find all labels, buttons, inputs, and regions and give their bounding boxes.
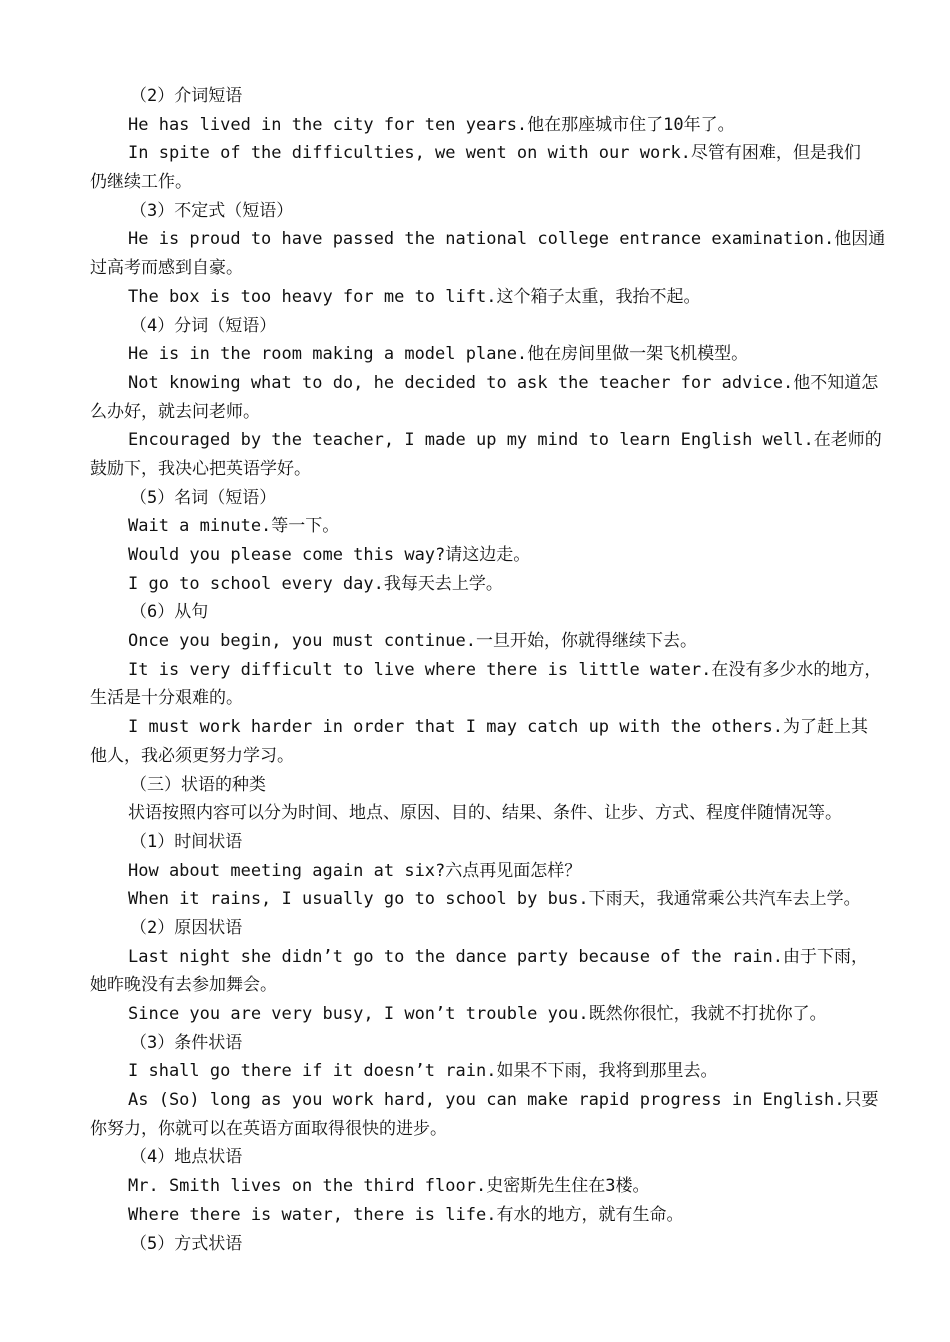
text-line: He is proud to have passed the national college entrance examination.他因通 xyxy=(128,229,886,250)
text-line: He is in the room making a model plane.他在房间里做一架飞机模型。 xyxy=(128,344,749,365)
text-line: I shall go there if it doesn’t rain.如果不下雨，我将到那里去。 xyxy=(128,1061,718,1082)
section-heading: （三）状语的种类 xyxy=(130,774,266,795)
text-line: 么办好，就去问老师。 xyxy=(90,401,260,422)
section-heading: （2）介词短语 xyxy=(130,86,243,106)
text-line: Since you are very busy, I won’t trouble you.既然你很忙，我就不打扰你了。 xyxy=(128,1004,827,1024)
text-line: As (So) long as you work hard, you can make rapid progress in English.只要 xyxy=(128,1090,879,1111)
text-line: Not knowing what to do, he decided to ask the teacher for advice.他不知道怎 xyxy=(128,372,879,393)
text-line: 他人，我必须更努力学习。 xyxy=(90,745,294,766)
text-line: Where there is water, there is life.有水的地方，就有生命。 xyxy=(128,1204,684,1225)
text-line: 你努力，你就可以在英语方面取得很快的进步。 xyxy=(90,1118,447,1139)
text-line: Would you please come this way?请这边走。 xyxy=(128,545,531,565)
section-heading: （2）原因状语 xyxy=(130,917,243,938)
text-line: Once you begin, you must continue.一旦开始，你就得继续下去。 xyxy=(128,631,697,652)
text-line: 生活是十分艰难的。 xyxy=(90,688,243,709)
section-heading: （4）地点状语 xyxy=(130,1147,243,1168)
text-line: In spite of the difficulties, we went on with our work.尽管有困难，但是我们 xyxy=(128,143,861,164)
text-line: When it rains, I usually go to school by bus.下雨天，我通常乘公共汽车去上学。 xyxy=(128,889,861,910)
text-line: 过高考而感到自豪。 xyxy=(90,258,243,279)
section-heading: （3）条件状语 xyxy=(130,1032,243,1053)
text-line: Wait a minute.等一下。 xyxy=(128,516,340,537)
text-line: Mr. Smith lives on the third floor.史密斯先生住在3楼。 xyxy=(128,1176,650,1197)
text-line: It is very difficult to live where there is little water.在没有多少水的地方， xyxy=(128,659,882,680)
section-heading: （5）名词（短语） xyxy=(130,487,277,508)
text-line: The box is too heavy for me to lift.这个箱子太重，我抬不起。 xyxy=(128,286,701,307)
section-heading: （5）方式状语 xyxy=(130,1233,243,1254)
text-line: 状语按照内容可以分为时间、地点、原因、目的、结果、条件、让步、方式、程度伴随情况等。 xyxy=(128,803,842,824)
text-line: Last night she didn’t go to the dance party because of the rain.由于下雨， xyxy=(128,946,869,967)
text-line: Encouraged by the teacher, I made up my mind to learn English well.在老师的 xyxy=(128,430,882,451)
section-heading: （4）分词（短语） xyxy=(130,315,277,336)
section-heading: （1）时间状语 xyxy=(130,831,243,852)
text-line: How about meeting again at six?六点再见面怎样？ xyxy=(128,860,582,881)
section-heading: （3）不定式（短语） xyxy=(130,200,294,221)
text-line: I must work harder in order that I may catch up with the others.为了赶上其 xyxy=(128,717,869,738)
document-body xyxy=(90,82,886,1258)
section-heading: （6）从句 xyxy=(130,602,209,623)
text-line: He has lived in the city for ten years.他在那座城市住了10年了。 xyxy=(128,114,735,135)
text-line: 她昨晚没有去参加舞会。 xyxy=(90,975,277,996)
text-line: 鼓励下，我决心把英语学好。 xyxy=(90,458,311,479)
text-line: I go to school every day.我每天去上学。 xyxy=(128,573,503,594)
text-line: 仍继续工作。 xyxy=(90,172,192,193)
